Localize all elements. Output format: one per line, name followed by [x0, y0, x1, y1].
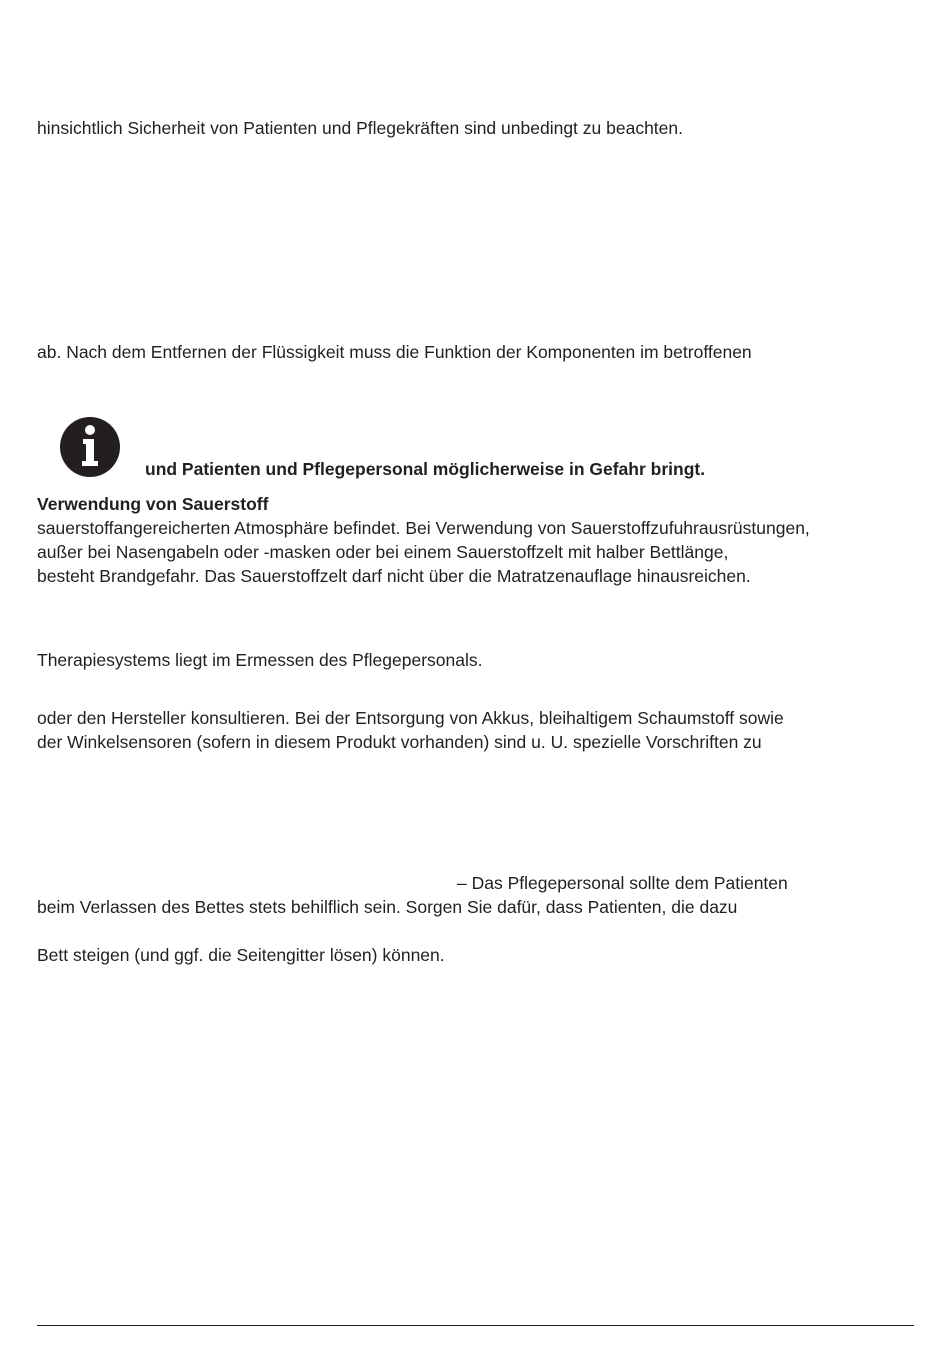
text-line: hinsichtlich Sicherheit von Patienten und Pflegekräften sind unbedingt zu beachten.	[37, 118, 683, 138]
info-icon	[59, 416, 121, 478]
warning-text: und Patienten und Pflegepersonal möglicherweise in Gefahr bringt.	[145, 459, 706, 479]
text-line: oder den Hersteller konsultieren. Bei der Entsorgung von Akkus, bleihaltigem Schaumstoff sowie	[37, 708, 784, 728]
footer-divider	[37, 1325, 914, 1326]
text-line: besteht Brandgefahr. Das Sauerstoffzelt darf nicht über die Matratzenauflage hinausreichen.	[37, 566, 751, 586]
text-line: sauerstoffangereicherten Atmosphäre befindet. Bei Verwendung von Sauerstoffzufuhrausrüstungen,	[37, 518, 810, 538]
text-line: ab. Nach dem Entfernen der Flüssigkeit muss die Funktion der Komponenten im betroffenen	[37, 342, 752, 362]
text-line: Therapiesystems liegt im Ermessen des Pflegepersonals.	[37, 650, 483, 670]
text-line: – Das Pflegepersonal sollte dem Patienten	[457, 873, 788, 893]
text-line: außer bei Nasengabeln oder -masken oder bei einem Sauerstoffzelt mit halber Bettlänge,	[37, 542, 729, 562]
text-line: beim Verlassen des Bettes stets behilflich sein. Sorgen Sie dafür, dass Patienten, die dazu	[37, 897, 738, 917]
text-line: Bett steigen (und ggf. die Seitengitter lösen) können.	[37, 945, 445, 965]
section-heading: Verwendung von Sauerstoff	[37, 494, 269, 514]
text-line: der Winkelsensoren (sofern in diesem Produkt vorhanden) sind u. U. spezielle Vorschriften zu	[37, 732, 762, 752]
